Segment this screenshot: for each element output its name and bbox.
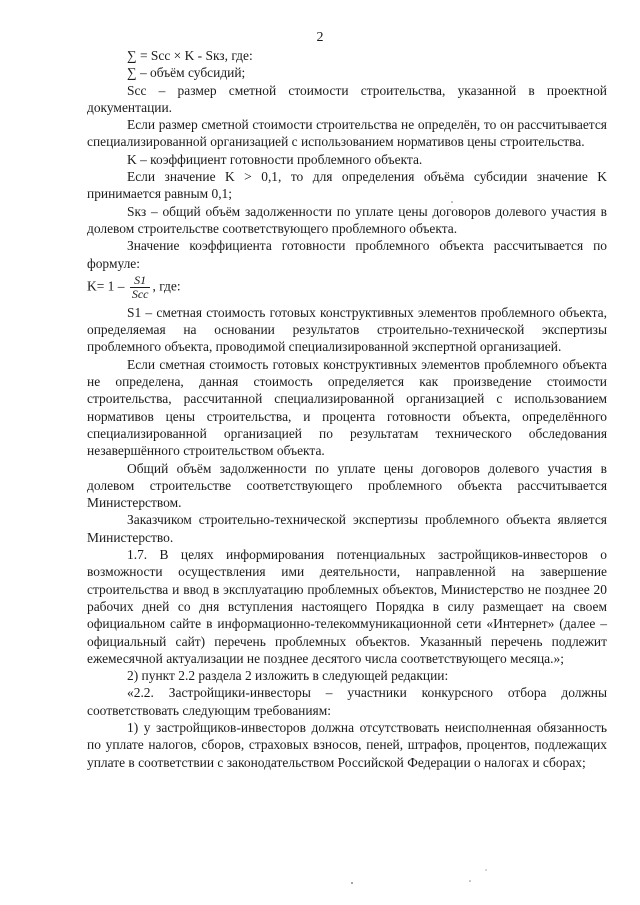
paragraph-s1-undetermined: Если сметная стоимость готовых конструктивных элементов проблемного объекта не определена, данная стоимость определяется как произведение стоимости строительства, рассчитанной специализированной организацией с использованием нормативов цены строительства, и процента готовности объекта, определённого специализированной организацией по результатам технического обследования незавершённого строительством объекта. (87, 356, 607, 459)
paragraph-s1-definition: S1 – сметная стоимость готовых конструктивных элементов проблемного объекта, определяемая на основании результатов строительно-технической экспертизы проблемного объекта, проводимой специализированной экспертной организацией. (87, 304, 607, 355)
formula-sum-line: ∑ = Sсс × K - Sкз, где: (127, 48, 253, 63)
paragraph-k-limit: Если значение K > 0,1, то для определения объёма субсидии значение K принимается равным 0,1; (87, 169, 607, 202)
paragraph-scc-definition: Sсс – размер сметной стоимости строительства, указанной в проектной документации. (87, 82, 607, 115)
paragraph-1-7: 1.7. В целях информирования потенциальных застройщиков-инвесторов о возможности осуществления ими деятельности, направленной на завершение строительства и ввод в эксплуатацию проблемных объектов, Министерство не позднее 20 рабочих дней со дня вступления настоящего Порядка в силу размещает на своем официальном сайте в информационно-телекоммуникационной сети «Интернет» (далее – официальный сайт) перечень проблемных объектов. Указанный перечень подлежит ежемесячной актуализации не позднее десятого числа соответствующего месяца.»; (87, 547, 607, 666)
formula-k-suffix: , где: (152, 278, 181, 294)
scan-speck (469, 880, 471, 882)
scan-speck (485, 869, 486, 870)
paragraph-item-2: 2) пункт 2.2 раздела 2 изложить в следующей редакции: (127, 668, 449, 684)
paragraph-k-definition: K – коэффициент готовности проблемного объекта. (127, 151, 423, 167)
formula-k-prefix: K= 1 – (87, 278, 125, 294)
paragraph-skz-definition: Sкз – общий объём задолженности по уплате цены договоров долевого участия в долевом строительстве соответствующего проблемного объекта. (87, 203, 607, 236)
paragraph-requirement-1: 1) у застройщиков-инвесторов должна отсутствовать неисполненная обязанность по уплате налогов, сборов, страховых взносов, пеней, штрафов, процентов, подлежащих уплате в соответствии с законодательством Российской Федерации о налогах и сборах; (87, 719, 607, 770)
paragraph-scc-undetermined: Если размер сметной стоимости строительства не определён, то он рассчитывается специализированной организацией с использованием нормативов цены строительства. (87, 117, 607, 150)
page-number: 2 (316, 30, 324, 45)
formula-sum-definition: ∑ – объём субсидий; (127, 65, 246, 81)
paragraph-debt-calculation: Общий объём задолженности по уплате цены договоров долевого участия в долевом строительстве соответствующего проблемного объекта рассчитывается Министерством. (87, 460, 607, 511)
scan-speck (451, 201, 453, 203)
formula-k-numerator: S1 (130, 274, 151, 288)
paragraph-k-formula-intro: Значение коэффициента готовности проблемного объекта рассчитывается по формуле: (87, 238, 607, 271)
formula-k-denominator: Scc (131, 286, 149, 301)
paragraph-2-2: «2.2. Застройщики-инвесторы – участники конкурсного отбора должны соответствовать следующим требованиям: (87, 685, 607, 718)
scan-speck (351, 882, 353, 884)
paragraph-expertise-customer: Заказчиком строительно-технической экспертизы проблемного объекта является Министерство. (87, 512, 607, 545)
